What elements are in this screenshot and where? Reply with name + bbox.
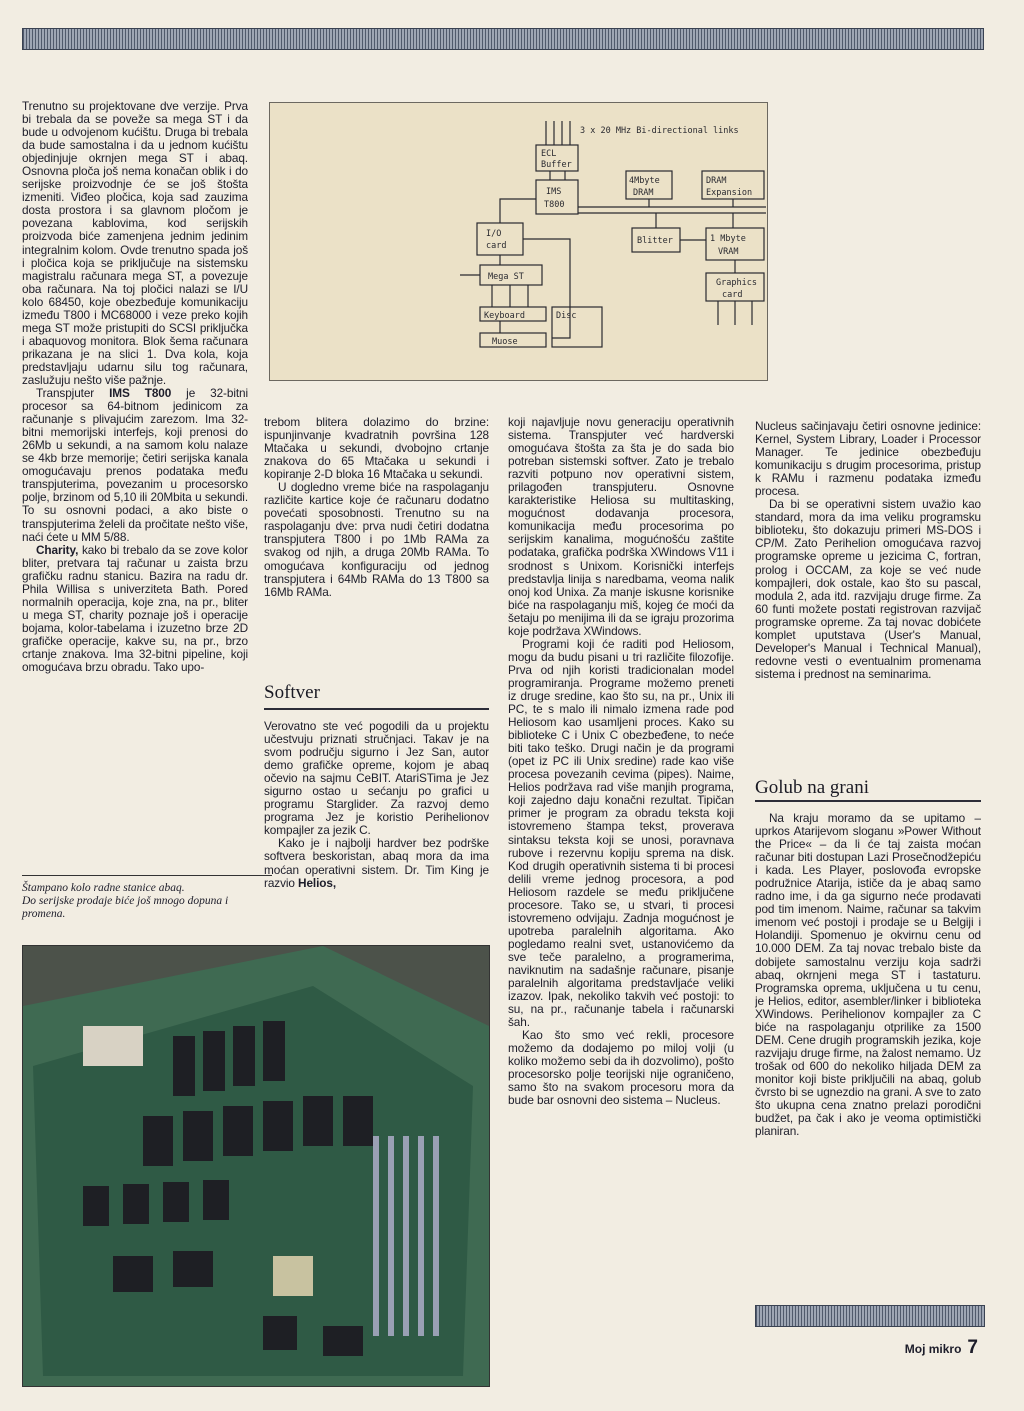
block-diagram <box>269 102 768 381</box>
graphics-label: Graphics <box>716 278 757 288</box>
golub-heading-rule <box>755 800 981 802</box>
expansion-label: Expansion <box>706 188 753 198</box>
circuit-board-illustration <box>23 946 489 1386</box>
col4-paragraph-1: Nucleus sačinjavaju četiri osnovne jedinice: Kernel, System Library, Loader i Processor Manager. Te jedinice obezbeđuju komunikaciju s drugim procesorima, pristup k RAMu i razmenu podataka između procesa. <box>755 420 981 499</box>
io-label: I/O <box>486 229 502 239</box>
dram-label: DRAM <box>633 188 654 198</box>
softver-heading-rule <box>264 708 489 710</box>
card-label: card <box>486 241 507 251</box>
col3-paragraph-1: koji najavljuje novu generaciju operativnih sistema. Transpjuter već hardverski omogućava štošta za šta je do sada bio potreban sistemski softver. Zato je trebalo razviti potpuno nov operativni sistem, prilagođen transpjuteru. Osnovne karakteristike Heliosa su multitasking, mogućnost dodavanja procesora, komunikacija među procesorima po serijskim kanalima, mogućnošću zaštite podataka, grafička podrška XWindows V11 i srodnost s Unixom. Korisnički interfejs predstavlja linija s naredbama, veoma nalik onoj kod Unixa. Za manje iskusne korisnike biće na raspolaganju miš, kojeg će moći da šetaju po menijima ili da se igraju prozorima koje podržava XWindows. <box>508 416 734 638</box>
column-4-lower <box>755 812 981 1252</box>
vram-label: VRAM <box>718 247 739 257</box>
top-stripe <box>22 28 984 50</box>
ecl-label: ECL <box>541 149 557 159</box>
mouse-label: Muose <box>492 337 518 347</box>
col1-paragraph-1: Trenutno su projektovane dve verzije. Prva bi trebala da se poveže sa mega ST i da bude u odvojenom kućištu. Druga bi trebala da bude samostalna i da u jednom kućištu objedinjuje okrnjen mega ST i abaq. Osnovna ploča još nema konačan oblik i do serijske proizvodnje će se još štošta izmeniti. Viđeo pločica, koja sad zauzima dosta prostora i sa glavnom pločom je povezana kablovima, kod serijskih proizvoda biće zamenjena jednim jedinim integralnim kolom. Ovde trenutno spada još i pločica koja se priključuje na sistemsku magistralu računara mega ST, a povezuje oba računara. Na toj pločici nalazi se I/U kolo 68450, koje obezbeđuje komunikaciju između T800 i MC68000 i veze preko kojih mega ST može pristupiti do SCSI priključka i abaquovog monitora. Blok šema računara prikazana je na slici 1. Dva kola, koja predstavljaju udarnu silu tog računara, zaslužuju nešto više pažnje. <box>22 100 248 387</box>
page-number: 7 <box>967 1337 978 1358</box>
links-label: 3 x 20 MHz Bi-directional links <box>580 126 739 136</box>
blitter-label: Blitter <box>637 236 673 246</box>
disc-label: Disc <box>556 311 577 321</box>
t800-label: T800 <box>544 200 565 210</box>
circuit-board-photo <box>22 945 490 1387</box>
ims-t800-term: IMS T800 <box>109 386 172 401</box>
column-1 <box>22 100 248 852</box>
page-footer <box>905 1337 978 1359</box>
softver-heading: Softver <box>264 682 320 703</box>
dramexp-label: DRAM <box>706 176 727 186</box>
helios-term: Helios, <box>298 875 337 890</box>
magazine-name: Moj mikro <box>904 1342 962 1356</box>
caption-rule <box>22 875 272 876</box>
column-2-lower <box>264 720 489 920</box>
mem4-label: 4Mbyte <box>629 176 660 186</box>
col4-paragraph-3: Na kraju moramo da se upitamo – uprkos Atarijevom sloganu »Power Without the Price« – da li će taj zaista moćan računar biti dostupan Lazi Prosečnodžepiću i kada. Les Player, poslovođa evropske podružnice Atarija, ističe da je abaq samo radno ime, i da ga sigurno neće prodavati pod tim imenom. Naime, računar sa takvim imenom već postoji i prodaje se u Belgiji i Holandiji. Spomenuo je okvirnu cenu od 10.000 DEM. Za taj novac trebalo biste da dobijete samostalnu verziju koja sadrži abaq, okrnjeni mega ST i tastaturu. Programska oprema, uključena u tu cenu, je Helios, editor, asembler/linker i biblioteka XWindows. Perihelionov kompajler za C biće na raspolaganju otprilike za 1500 DEM. Cene drugih programskih jezika, koje razvijaju druge firme, na žalost nemamo. Uz trošak od 600 do nekoliko hiljada DEM za monitor koji biste priključili na abaq, golub čvrsto bi se ugnezdio na grani. A sve to zato što ukupna cena znatno prelazi porodični budžet, pa čak i ako je veoma optimistički planiran. <box>755 812 981 1139</box>
keyboard-label: Keyboard <box>484 311 525 321</box>
golub-heading: Golub na grani <box>755 777 869 798</box>
col2-paragraph-4: Kako je i najbolji hardver bez podrške softvera beskoristan, abaq mora da ima moćan operativni sistem. Dr. Tim King je razvio Helios, <box>264 836 489 890</box>
charity-term: Charity, <box>36 542 79 557</box>
col2-paragraph-2: U dogledno vreme biće na raspolaganju različite kartice koje će računaru dodatno povećati sposobnosti. Trenutno su na raspolaganju dve: prva nudi četiri dodatna transpjutera T800 i po 1Mb RAMa za svakog od njih, a druga 20Mb RAMa. To omogućava konfiguraciju od jednog transpjutera i 64Mb RAMa do 13 T800 sa 16Mb RAMa. <box>264 480 489 599</box>
megast-label: Mega ST <box>488 272 524 282</box>
col3-paragraph-3: Kao što smo već rekli, procesore možemo da dodajemo po miloj volji (u koliko možemo sebi da ih dozvolimo), pošto procesorsko polje teorijski nije ograničeno, samo što na svakom procesoru mora da bude bar osnovni deo sistema – Nucleus. <box>508 1028 734 1108</box>
column-4 <box>755 420 981 765</box>
col2-paragraph-1: trebom blitera dolazimo do brzine: ispunjinvanje kvadratnih površina 128 Mtačaka u sekundi, dvobojno crtanje znakova do 65 Mtačaka u sekundi i kopiranje 2-D bloka 16 Mtačaka u sekundi. <box>264 416 489 482</box>
col2-paragraph-3: Verovatno ste već pogodili da u projektu učestvuju priznati stručnjaci. Takav je na svom području sigurno i Jez San, autor demo grafičke opreme, kojom je abaq očevio na sajmu CeBIT. AtariSTima je Jez sigurno ostao u sećanju po grafici u programu Starglider. Za razvoj demo programa Jez je koristio Perihelionov kompajler za jezik C. <box>264 720 489 838</box>
bottom-stripe <box>755 1305 985 1327</box>
block-diagram-svg <box>270 103 767 380</box>
col4-paragraph-2: Da bi se operativni sistem uvažio kao standard, mora da ima veliku programsku biblioteku, što dokazuju primeri MS-DOS i CP/M. Zato Perihelion omogućava razvoj programske opreme u jezicima C, fortran, prolog i OCCAM, za koje se već nude kompajleri, dok ostale, kao što su pascal, modula 2, ada itd. razvijaju druge firme. Za 60 funti možete postati registrovan razvijač programske opreme. Za taj novac dobićete komplet uputstava (User's Manual, Developer's Manual i Technical Manual), redovne vesti o eventualnim promenama sistema i prednost na seminarima. <box>755 497 981 681</box>
vram-size-label: 1 Mbyte <box>710 234 746 244</box>
column-3 <box>508 416 734 1321</box>
buffer-label: Buffer <box>541 160 572 170</box>
photo-caption: Štampano kolo radne stanice abaq. Do serijske prodaje biće još mnogo dopuna i promena. <box>22 882 229 920</box>
column-2 <box>264 416 489 646</box>
col1-paragraph-3: Charity, kako bi trebalo da se zove kolor bliter, pretvara taj računar u zaista brzu grafičku radnu stanicu. Bazira na radu dr. Phila Willisa s univerziteta Bath. Pored normalnih operacija, koje zna, na pr., bliter u mega ST, charity poznaje još i operacije bojama, kolor-tabelama i izuzetno brze 2D grafičke operacije, kakve su, na pr., brzo crtanje znakova. Ima 32-bitni pipeline, koji omogućava brzu obradu. Tako upo- <box>22 542 248 675</box>
col3-paragraph-2: Programi koji će raditi pod Heliosom, mogu da budu pisani u tri različite filozofije. Prva od njih koristi tradicionalan model programiranja. Programe možemo preneti iz druge sredine, kao što su, na pr., Unix ili PC, te s malo ili nimalo izmena rade pod Heliosom kao usamljeni proces. Kako su biblioteke C i Unix C obezbeđene, to neće biti tako teško. Drugi način je da programi (opet iz PC ili Unix sredine) rade kao više procesa povezanih cevima (pipes). Naime, Helios podržava rad više manjih programa, koji zajedno daju konačni rezultat. Tipičan primer je program za obradu teksta koji istovremeno štampa tekst, proverava sintaksu teksta koji se unosi, poravnava rubove i rezervnu kopiju sprema na disk. Kod drugih operativnih sistema ti bi procesi delili vreme jednog procesora, a pod Heliosom razdele se među priključene procesore. Tako se, u stvari, ti procesi istovremeno odvijaju. Zadnja mogućnost je upotreba paralelnih algoritama. Ako pogledamo realni svet, ustanovićemo da sve teče paralelno, a programerima, naviknutim na sadašnje računare, pisanje paralelnih algoritama predstavljaće veliki izazov. Ipak, nekoliko takvih već postoji: to su, na pr., računanje tabela i računarski šah. <box>508 636 734 1030</box>
col1-paragraph-2: Transpjuter IMS T800 je 32-bitni procesor sa 64-bitnom jedinicom za računanje s plivajućim zarezom. Ima 32-bitni memorijski interfejs, koji prenosi do 26Mb u sekundi, a na samom kolu nalaze se 4kb brze memorije; četiri serijska kanala omogućavaju prenos podataka među transpjuterima, povezanim u procesorsko polje, brzinom od 5,10 ili 20Mbita u sekundi. To su osnovni podaci, a ako biste o transpjuterima želeli da pročitate nešto više, naći ćete u MM 5/88. <box>22 386 248 544</box>
ims-label: IMS <box>546 187 562 197</box>
graphics-card-label: card <box>722 290 743 300</box>
